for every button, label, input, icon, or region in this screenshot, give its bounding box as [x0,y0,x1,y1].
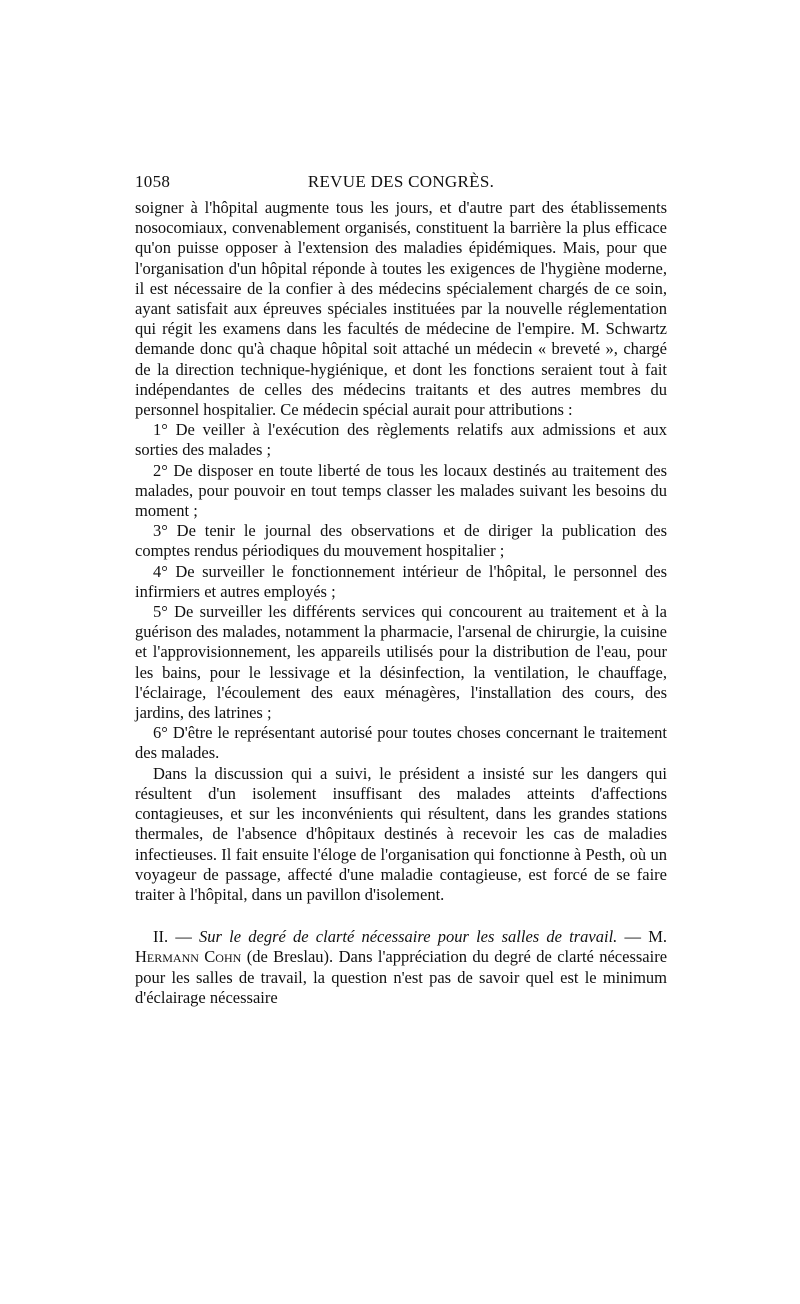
list-item-6: 6° D'être le représentant autorisé pour toutes choses concernant le traitement des malades. [135,723,667,763]
section-affiliation: (de Breslau). [246,947,334,967]
running-header [135,172,667,198]
page-number: 1058 [135,172,171,191]
page [135,172,667,1008]
running-title: REVUE DES CONGRÈS. [307,172,495,191]
list-item-3: 3° De tenir le journal des observations et de diriger la publication des comptes rendus périodiques du mouvement hospitalier ; [135,521,667,561]
body-text [135,198,667,1008]
section-dash: — M. [624,927,667,947]
paragraph-discussion: Dans la discussion qui a suivi, le président a insisté sur les dangers qui résultent d'un isolement insuffisant des malades atteints d'affections contagieuses, et sur les inconvénients qui résultent, dans les grandes stations thermales, de l'absence d'hôpitaux destinés à recevoir les cas de maladies infectieuses. Il fait ensuite l'éloge de l'organisation qui fonctionne à Pesth, où un voyageur de passage, affecté d'une maladie contagieuse, est forcé de se faire traiter à l'hôpital, dans un pavillon d'isolement. [135,763,667,904]
section-title: Sur le degré de clarté nécessaire pour les salles de travail. [199,927,618,947]
section-text: Dans l'appréciation du degré de clarté nécessaire pour les salles de travail, la question n'est pas de savoir quel est le minimum d'éclairage nécessaire [135,947,668,1007]
list-item-4: 4° De surveiller le fonctionnement intérieur de l'hôpital, le personnel des infirmiers et autres employés ; [135,561,667,601]
list-item-1: 1° De veiller à l'exécution des règlements relatifs aux admissions et aux sorties des malades ; [135,420,667,460]
section-number: II. — [153,927,192,947]
section-ii [135,927,667,1008]
list-item-5: 5° De surveiller les différents services qui concourent au traitement et à la guérison des malades, notamment la pharmacie, l'arsenal de chirurgie, la cuisine et l'approvisionnement, les appareils utilisés pour la distribution de l'eau, pour les bains, pour le lessivage et la désinfection, la ventilation, le chauffage, l'éclairage, l'écoulement des eaux ménagères, l'installation des cours, des jardins, des latrines ; [135,602,667,723]
list-item-2: 2° De disposer en toute liberté de tous les locaux destinés au traitement des malades, pour pouvoir en tout temps classer les malades suivant les besoins du moment ; [135,460,667,521]
paragraph: soigner à l'hôpital augmente tous les jours, et d'autre part des établissements nosocomiaux, convenablement organisés, constituent la barrière la plus efficace qu'on puisse opposer à l'extension des maladies épidémiques. Mais, pour que l'organisation d'un hôpital réponde à toutes les exigences de l'hygiène moderne, il est nécessaire de la confier à des médecins spécialement chargés de ce soin, ayant satisfait aux épreuves spéciales instituées par la nouvelle réglementation qui régit les examens dans les facultés de médecine de l'empire. M. Schwartz demande donc qu'à chaque hôpital soit attaché un médecin « breveté », chargé de la direction technique-hygiénique, et dont les fonctions seraient tout à fait indépendantes de celles des médecins traitants et des autres membres du personnel hospitalier. Ce médecin spécial aurait pour attributions : [135,198,667,420]
section-author: Hermann Cohn [135,947,242,967]
